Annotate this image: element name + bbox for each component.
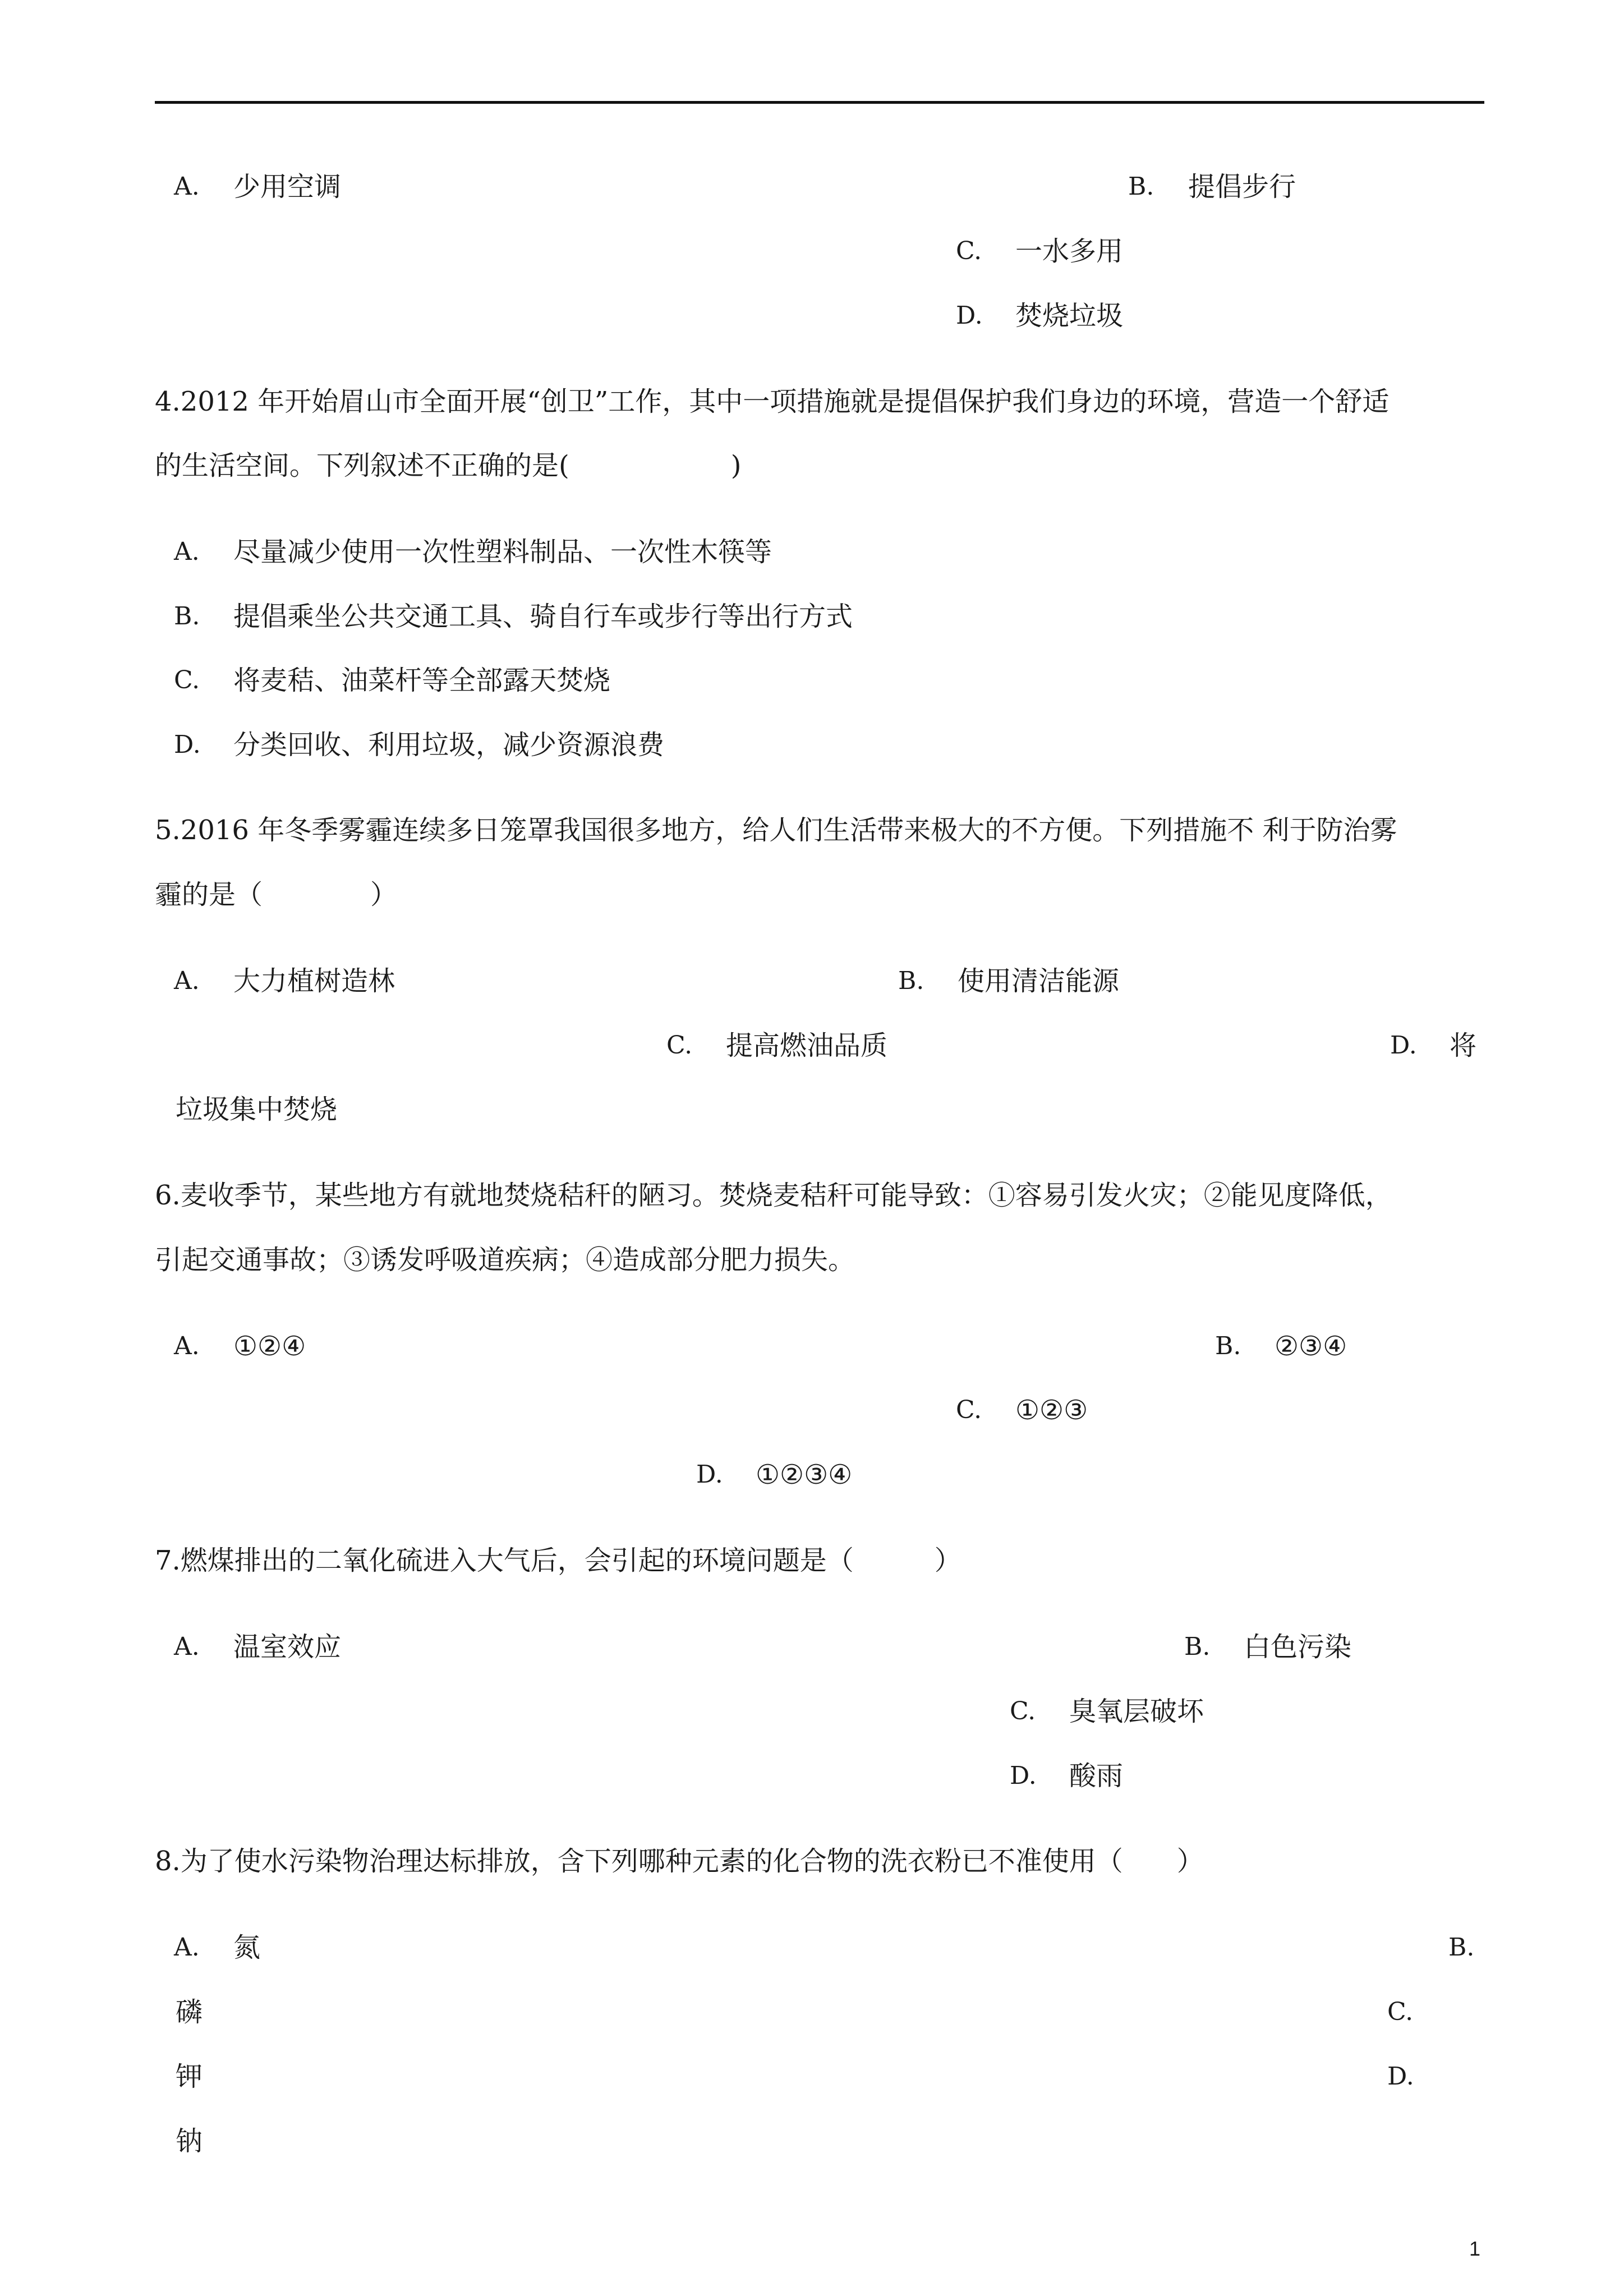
q5-option-d-label: D. xyxy=(1390,1031,1417,1060)
q6-option-b-label: B. xyxy=(1215,1332,1241,1360)
q6-stem-line2: 引起交通事故；③诱发呼吸道疾病；④造成部分肥力损失。 xyxy=(155,1244,855,1276)
q3-option-a-text: 少用空调 xyxy=(233,171,342,203)
q7-option-a-label: A. xyxy=(174,1632,200,1661)
q3-option-c-text: 一水多用 xyxy=(1015,236,1124,267)
q5-stem-line2: 霾的是（ ） xyxy=(155,879,398,910)
q7-option-b-text: 白色污染 xyxy=(1244,1631,1352,1663)
q3-option-b-text: 提倡步行 xyxy=(1188,171,1296,203)
q8-option-a-label: A. xyxy=(174,1933,200,1962)
q7-option-c-label: C. xyxy=(1010,1697,1036,1726)
q6-option-c-label: C. xyxy=(956,1396,982,1424)
q4-stem-line2: 的生活空间。下列叙述不正确的是( ) xyxy=(155,450,742,481)
q7-option-d-label: D. xyxy=(1010,1761,1037,1790)
q6-option-c-text: ①②③ xyxy=(1015,1395,1088,1426)
q7-option-b-label: B. xyxy=(1184,1632,1211,1661)
q8-stem: 8.为了使水污染物治理达标排放，含下列哪种元素的化合物的洗衣粉已不准使用（ ） xyxy=(155,1846,1204,1877)
q4-option-b-text: 提倡乘坐公共交通工具、骑自行车或步行等出行方式 xyxy=(233,601,853,632)
q4-option-a-text: 尽量减少使用一次性塑料制品、一次性木筷等 xyxy=(233,536,772,568)
q5-option-b-label: B. xyxy=(898,967,924,995)
q4-option-c-label: C. xyxy=(174,666,200,694)
q3-option-d-text: 焚烧垃圾 xyxy=(1015,300,1124,332)
q5-option-c-label: C. xyxy=(666,1031,693,1060)
q4-option-d-text: 分类回收、利用垃圾，减少资源浪费 xyxy=(233,729,665,761)
q6-option-a-text: ①②④ xyxy=(233,1331,306,1362)
q6-option-d-label: D. xyxy=(696,1460,723,1489)
q4-option-b-label: B. xyxy=(174,602,200,631)
q8-option-c-text: 钾 xyxy=(176,2061,203,2092)
q8-option-c-label: C. xyxy=(1387,1998,1414,2026)
q7-option-c-text: 臭氧层破坏 xyxy=(1069,1696,1204,1727)
q5-option-a-text: 大力植树造林 xyxy=(233,965,395,997)
q8-option-b-label: B. xyxy=(1448,1933,1475,1962)
q8-option-d-label: D. xyxy=(1387,2062,1414,2091)
q5-stem-line1: 5.2016 年冬季雾霾连续多日笼罩我国很多地方，给人们生活带来极大的不方便。下列措施不 利于防治雾 xyxy=(155,815,1397,846)
q8-option-d-text: 钠 xyxy=(176,2125,203,2157)
q7-stem: 7.燃煤排出的二氧化硫进入大气后，会引起的环境问题是（ ） xyxy=(155,1545,961,1576)
q8-option-a-text: 氮 xyxy=(233,1932,261,1963)
q5-option-b-text: 使用清洁能源 xyxy=(958,965,1120,997)
q4-option-d-label: D. xyxy=(174,730,201,759)
q3-option-d-label: D. xyxy=(956,301,983,330)
q6-option-b-text: ②③④ xyxy=(1275,1331,1347,1362)
q4-option-a-label: A. xyxy=(174,537,200,566)
q5-option-c-text: 提高燃油品质 xyxy=(726,1030,888,1061)
q4-option-c-text: 将麦秸、油菜杆等全部露天焚烧 xyxy=(233,665,611,696)
page-number: 1 xyxy=(1469,2237,1480,2260)
q5-option-a-label: A. xyxy=(174,967,200,995)
q3-option-a-label: A. xyxy=(174,172,200,201)
q4-stem-line1: 4.2012 年开始眉山市全面开展“创卫”工作，其中一项措施就是提倡保护我们身边的环境，营造一个舒适 xyxy=(155,386,1390,417)
q3-option-c-label: C. xyxy=(956,237,982,265)
q5-option-d-text-part2: 垃圾集中焚烧 xyxy=(176,1094,338,1125)
q6-option-d-text: ①②③④ xyxy=(756,1459,853,1490)
header-rule xyxy=(155,101,1484,104)
q6-stem-line1: 6.麦收季节，某些地方有就地焚烧秸秆的陋习。焚烧麦秸秆可能导致：①容易引发火灾；②能见度降低， xyxy=(155,1180,1392,1211)
q3-option-b-label: B. xyxy=(1128,172,1154,201)
q7-option-d-text: 酸雨 xyxy=(1069,1760,1124,1792)
q7-option-a-text: 温室效应 xyxy=(233,1631,342,1663)
q8-option-b-text: 磷 xyxy=(176,1996,203,2028)
q5-option-d-text-part1: 将 xyxy=(1450,1030,1477,1061)
q6-option-a-label: A. xyxy=(174,1332,200,1360)
